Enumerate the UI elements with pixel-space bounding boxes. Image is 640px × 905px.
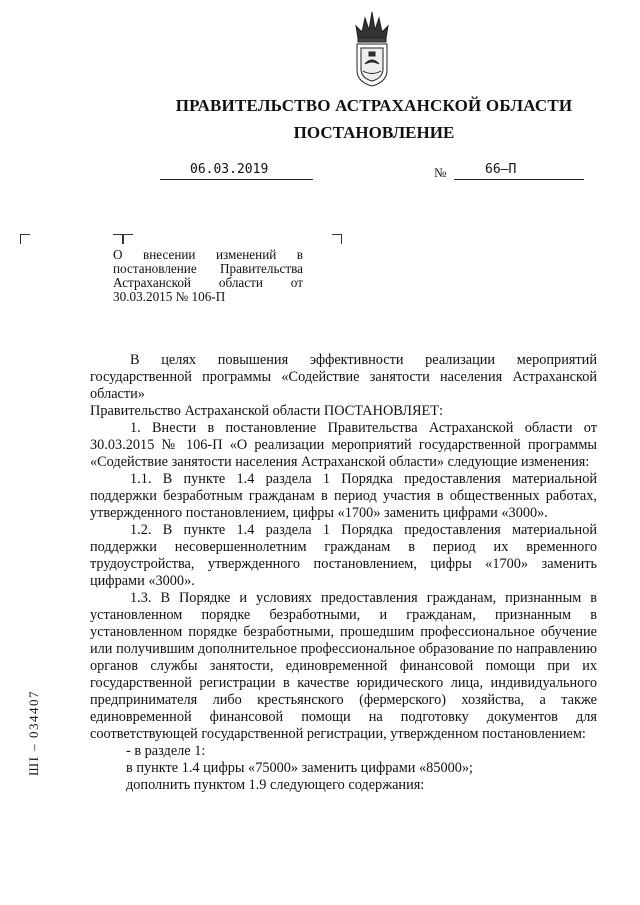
paragraph-point-1-4: в пункте 1.4 цифры «75000» заменить цифрами «85000»; <box>126 760 474 776</box>
government-title: ПРАВИТЕЛЬСТВО АСТРАХАНСКОЙ ОБЛАСТИ <box>175 96 573 115</box>
document-subject: О внесении изменений в постановление Правительства Астраханской области от 30.03.2015 № 106-П <box>113 247 303 304</box>
number-underline <box>454 179 584 180</box>
document-date: 06.03.2019 <box>190 162 269 177</box>
paragraph-item-1: 1. Внести в постановление Правительства Астраханской области от 30.03.2015 № 106-П «О реализации мероприятий государственной программы «Содействие занятости населения Астраханской области» следующие изменения: <box>90 420 597 470</box>
number-label: № <box>434 165 447 180</box>
coat-of-arms-emblem <box>352 8 392 88</box>
paragraph-preamble: В целях повышения эффективности реализации мероприятий государственной программы «Содействие занятости населения Астраханской области» <box>90 352 597 402</box>
paragraph-point-1-9: дополнить пунктом 1.9 следующего содержания: <box>126 777 425 793</box>
paragraph-resolves: Правительство Астраханской области ПОСТАНОВЛЯЕТ: <box>90 403 443 419</box>
document-number: 66–П <box>485 162 517 177</box>
subject-corner-mark <box>113 234 123 244</box>
date-underline <box>160 179 313 180</box>
document-body <box>90 352 597 794</box>
paragraph-item-1-2: 1.2. В пункте 1.4 раздела 1 Порядка предоставления материальной поддержки несовершеннолетним гражданам в период их временного трудоустройства, утвержденного постановлением, цифры «1700» заменить цифрами «3000». <box>90 522 597 589</box>
document-type: ПОСТАНОВЛЕНИЕ <box>293 123 455 142</box>
paragraph-section-1: - в разделе 1: <box>126 743 206 759</box>
paragraph-item-1-3: 1.3. В Порядке и условиях предоставления гражданам, признанным в установленном порядке безработными, и гражданам, признанным в установленном порядке безработными, прошедшим профессиональное обучение или получившим дополнительное профессиональное образование по направлению органов службы занятости, единовременной финансовой помощи при их государственной регистрации в качестве юридического лица, индивидуального предпринимателя либо крестьянского (фермерского) хозяйства, а также единовременной финансовой помощи на подготовку документов для соответствующей государственной регистрации, утвержденном постановлением: <box>90 590 597 742</box>
subject-corner-mark <box>332 234 342 244</box>
serial-number: ШI – 034407 <box>26 690 41 776</box>
margin-corner-mark <box>20 234 30 244</box>
paragraph-item-1-1: 1.1. В пункте 1.4 раздела 1 Порядка предоставления материальной поддержки безработным гражданам в период участия в общественных работах, утвержденного постановлением, цифры «1700» заменить цифрами «3000». <box>90 471 597 521</box>
subject-corner-mark <box>123 234 133 244</box>
